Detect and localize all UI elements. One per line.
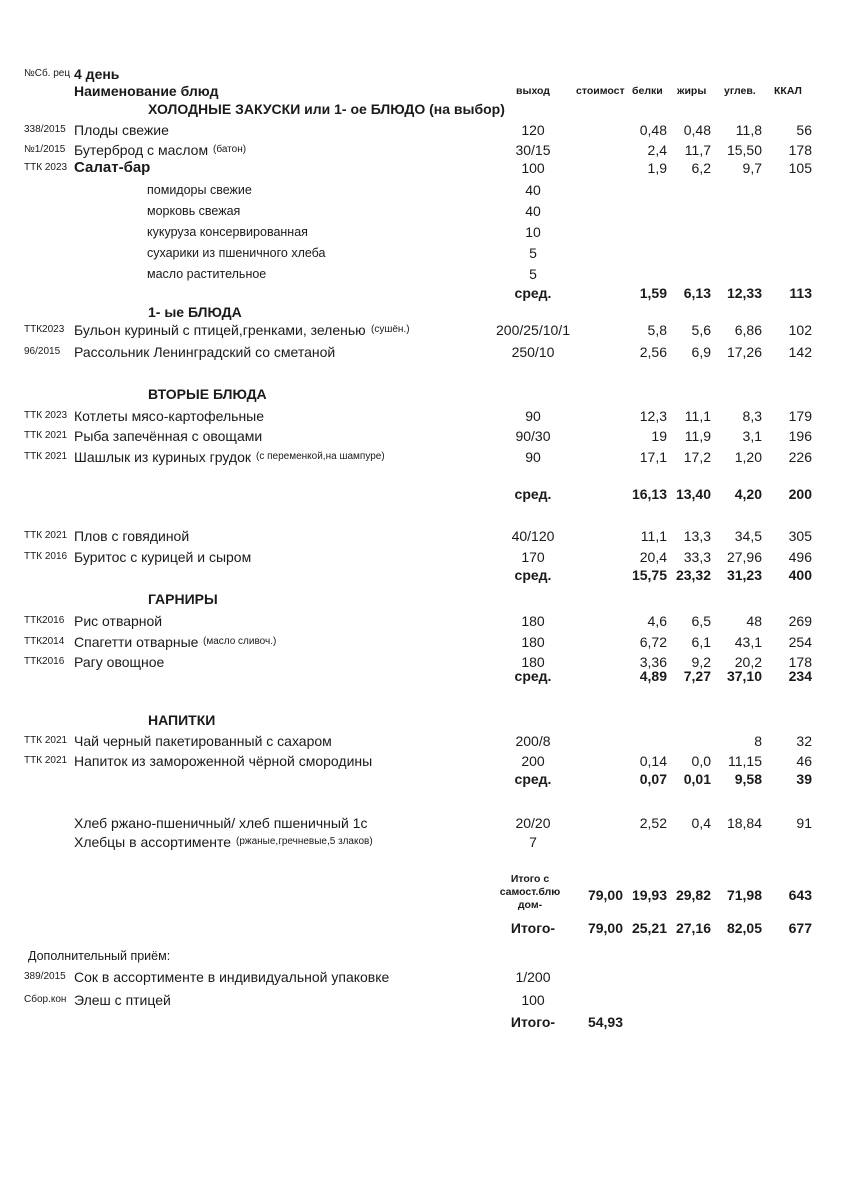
- name-column-header: Наименование блюд: [74, 83, 219, 99]
- recipe-code: 96/2015: [24, 346, 61, 357]
- portion-output: Итого-: [510, 920, 556, 936]
- recipe-code: №1/2015: [24, 144, 66, 155]
- protein-value: 16,13: [631, 486, 667, 502]
- section-heading: [0, 384, 849, 404]
- protein-value: 19: [651, 428, 667, 444]
- table-row: [0, 832, 849, 852]
- table-row: [0, 751, 849, 771]
- fat-value: 7,27: [683, 668, 711, 684]
- portion-output: 170: [521, 549, 545, 565]
- recipe-code: ТТК2023: [24, 324, 65, 335]
- carbs-value: 8: [754, 733, 762, 749]
- fat-value: 17,2: [683, 449, 711, 465]
- total-row: [0, 873, 849, 911]
- carbs-column-header: углев.: [724, 85, 756, 97]
- table-row: [0, 426, 849, 446]
- protein-value: 25,21: [631, 920, 667, 936]
- portion-output: 100: [521, 992, 545, 1008]
- carbs-value: 34,5: [734, 528, 762, 544]
- average-row: [0, 666, 849, 686]
- table-row: [0, 611, 849, 631]
- dish-name: Рис отварной: [74, 613, 163, 629]
- dish-name: Элеш с птицей: [74, 992, 171, 1008]
- average-row: [0, 565, 849, 585]
- total-row: [0, 1012, 849, 1032]
- kcal-value: 643: [788, 887, 812, 903]
- carbs-value: 37,10: [726, 668, 762, 684]
- portion-output: сред.: [514, 285, 552, 301]
- carbs-value: 48: [746, 613, 762, 629]
- kcal-value: 178: [788, 142, 812, 158]
- portion-output: 180: [521, 654, 545, 670]
- table-row: [0, 547, 849, 567]
- protein-value: 2,52: [639, 815, 667, 831]
- dish-name: кукуруза консервированная: [147, 225, 308, 239]
- dish-name: Хлебцы в ассортименте: [74, 834, 232, 850]
- carbs-value: 1,20: [734, 449, 762, 465]
- table-row: [0, 447, 849, 467]
- fat-value: 11,1: [684, 408, 711, 424]
- average-row: [0, 769, 849, 789]
- protein-value: 4,89: [639, 668, 667, 684]
- dish-name: Буритос с курицей и сыром: [74, 549, 252, 565]
- day-label: 4 день: [74, 66, 120, 82]
- carbs-value: 82,05: [726, 920, 762, 936]
- portion-output: 180: [521, 613, 545, 629]
- section-title: ГАРНИРЫ: [148, 591, 218, 607]
- section-heading: [0, 302, 849, 322]
- portion-output: сред.: [514, 486, 552, 502]
- kcal-value: 105: [788, 160, 812, 176]
- fat-value: 6,1: [691, 634, 711, 650]
- table-row: [0, 201, 849, 221]
- carbs-value: 4,20: [734, 486, 762, 502]
- kcal-value: 46: [796, 753, 812, 769]
- kcal-value: 400: [788, 567, 812, 583]
- table-row: [0, 731, 849, 751]
- carbs-value: 20,2: [734, 654, 762, 670]
- carbs-value: 43,1: [734, 634, 762, 650]
- fat-value: 11,9: [684, 428, 711, 444]
- portion-output: 200/25/10/1: [496, 322, 570, 338]
- carbs-value: 15,50: [726, 142, 762, 158]
- table-row: [0, 990, 849, 1010]
- carbs-value: 71,98: [726, 887, 762, 903]
- cost-value: 54,93: [587, 1014, 623, 1030]
- recipe-code: Сбор.кон: [24, 994, 67, 1005]
- cost-value: 79,00: [587, 920, 623, 936]
- protein-value: 6,72: [639, 634, 667, 650]
- protein-value: 1,9: [647, 160, 667, 176]
- fat-value: 0,0: [691, 753, 711, 769]
- section-heading: [0, 589, 849, 609]
- kcal-value: 305: [788, 528, 812, 544]
- carbs-value: 31,23: [726, 567, 762, 583]
- dish-name: Плов с говядиной: [74, 528, 190, 544]
- kcal-value: 254: [788, 634, 812, 650]
- table-row: [0, 526, 849, 546]
- protein-value: 19,93: [631, 887, 667, 903]
- portion-output: 90/30: [515, 428, 551, 444]
- table-row: [0, 120, 849, 140]
- kcal-value: 178: [788, 654, 812, 670]
- recipe-code: 389/2015: [24, 971, 66, 982]
- section-title: ВТОРЫЕ БЛЮДА: [148, 386, 267, 402]
- portion-output: 30/15: [515, 142, 551, 158]
- protein-value: 12,3: [639, 408, 667, 424]
- dish-name: помидоры свежие: [147, 183, 252, 197]
- portion-output: 90: [525, 449, 541, 465]
- fat-value: 13,40: [675, 486, 711, 502]
- recipe-code: ТТК2016: [24, 656, 65, 667]
- section-heading: [0, 710, 849, 730]
- protein-value: 2,4: [647, 142, 667, 158]
- kcal-value: 677: [788, 920, 812, 936]
- kcal-value: 113: [789, 285, 812, 301]
- carbs-value: 11,8: [735, 122, 762, 138]
- portion-output: Итого-: [510, 1014, 556, 1030]
- table-row: [0, 140, 849, 160]
- table-row: [0, 632, 849, 652]
- portion-output: 120: [521, 122, 545, 138]
- protein-value: 0,14: [639, 753, 667, 769]
- dish-name: Плоды свежие: [74, 122, 169, 138]
- portion-output: 90: [525, 408, 541, 424]
- fat-value: 23,32: [675, 567, 711, 583]
- dish-name: Сок в ассортименте в индивидуальной упаковке: [74, 969, 390, 985]
- dish-name: Напиток из замороженной чёрной смородины: [74, 753, 373, 769]
- recipe-code: ТТК 2021: [24, 735, 68, 746]
- carbs-value: 27,96: [726, 549, 762, 565]
- dish-note: (с переменкой,на шампуре): [256, 451, 385, 462]
- kcal-value: 234: [788, 668, 812, 684]
- fat-value: 33,3: [683, 549, 711, 565]
- recipe-code: 338/2015: [24, 124, 66, 135]
- dish-note: (ржаные,гречневые,5 злаков): [236, 836, 373, 847]
- kcal-value: 179: [788, 408, 812, 424]
- dish-name: Котлеты мясо-картофельные: [74, 408, 265, 424]
- kcal-value: 496: [788, 549, 812, 565]
- carbs-value: 17,26: [726, 344, 762, 360]
- dish-name: Шашлык из куриных грудок: [74, 449, 251, 465]
- protein-value: 3,36: [639, 654, 667, 670]
- kcal-value: 39: [796, 771, 812, 787]
- kcal-value: 226: [788, 449, 812, 465]
- table-row: [0, 180, 849, 200]
- fat-value: 6,9: [691, 344, 711, 360]
- dish-name: Бульон куриный с птицей,гренками, зеленью: [74, 322, 366, 338]
- protein-column-header: белки: [632, 85, 663, 97]
- fat-value: 6,2: [691, 160, 711, 176]
- average-row: [0, 283, 849, 303]
- portion-output: 5: [529, 245, 537, 261]
- table-row: [0, 406, 849, 426]
- recipe-code: ТТК 2021: [24, 530, 68, 541]
- recipe-code: ТТК 2021: [24, 430, 68, 441]
- portion-output: 40: [525, 203, 541, 219]
- dish-name: масло растительное: [147, 267, 267, 281]
- kcal-value: 269: [788, 613, 812, 629]
- protein-value: 4,6: [647, 613, 667, 629]
- carbs-value: 9,7: [742, 160, 762, 176]
- fat-value: 29,82: [675, 887, 711, 903]
- kcal-value: 142: [788, 344, 812, 360]
- kcal-value: 91: [796, 815, 812, 831]
- section-heading: [0, 99, 849, 119]
- fat-value: 5,6: [691, 322, 711, 338]
- kcal-value: 56: [796, 122, 812, 138]
- fat-value: 6,13: [683, 285, 711, 301]
- recipe-code: ТТК 2023: [24, 410, 68, 421]
- section-title: ХОЛОДНЫЕ ЗАКУСКИ или 1- ое БЛЮДО (на выбор): [148, 101, 505, 117]
- dish-name: Рыба запечённая с овощами: [74, 428, 263, 444]
- portion-output: 100: [521, 160, 545, 176]
- total-row: [0, 918, 849, 938]
- kcal-value: 200: [788, 486, 812, 502]
- cost-value: 79,00: [587, 887, 623, 903]
- table-row: [0, 967, 849, 987]
- portion-output: 10: [525, 224, 541, 240]
- portion-output: 7: [529, 834, 537, 850]
- protein-value: 0,48: [639, 122, 667, 138]
- portion-output: 180: [521, 634, 545, 650]
- protein-value: 1,59: [639, 285, 667, 301]
- recipe-code-label: №Сб. рец: [24, 68, 71, 79]
- section-title: НАПИТКИ: [148, 712, 216, 728]
- protein-value: 15,75: [631, 567, 667, 583]
- fat-value: 0,48: [683, 122, 711, 138]
- dish-name: Спагетти отварные: [74, 634, 199, 650]
- dish-name: Бутерброд с маслом: [74, 142, 209, 158]
- dish-name: Рассольник Ленинградский со сметаной: [74, 344, 336, 360]
- fat-value: 13,3: [683, 528, 711, 544]
- portion-output: Итого с самост.блю дом-: [499, 873, 561, 911]
- table-row: [0, 946, 849, 966]
- section-title: 1- ые БЛЮДА: [148, 304, 242, 320]
- table-row: [0, 243, 849, 263]
- kcal-value: 32: [796, 733, 812, 749]
- carbs-value: 6,86: [734, 322, 762, 338]
- recipe-code: ТТК 2023: [24, 162, 68, 173]
- dish-name: Салат-бар: [74, 159, 151, 176]
- portion-output: 5: [529, 266, 537, 282]
- protein-value: 5,8: [647, 322, 667, 338]
- dish-name: Хлеб ржано-пшеничный/ хлеб пшеничный 1с: [74, 815, 368, 831]
- carbs-value: 11,15: [728, 753, 762, 769]
- portion-output: 250/10: [511, 344, 555, 360]
- dish-name: сухарики из пшеничного хлеба: [147, 246, 326, 260]
- portion-output: 200: [521, 753, 545, 769]
- fat-value: 0,4: [691, 815, 711, 831]
- table-row: [0, 222, 849, 242]
- recipe-code: ТТК2016: [24, 615, 65, 626]
- recipe-code: ТТК2014: [24, 636, 65, 647]
- portion-output: 200/8: [515, 733, 551, 749]
- kcal-value: 102: [788, 322, 812, 338]
- table-row: [0, 158, 849, 178]
- out-column-header: выход: [516, 85, 550, 97]
- portion-output: сред.: [514, 668, 552, 684]
- dish-name: Чай черный пакетированный с сахаром: [74, 733, 332, 749]
- protein-value: 0,07: [639, 771, 667, 787]
- fat-value: 0,01: [683, 771, 711, 787]
- fat-value: 11,7: [684, 142, 711, 158]
- carbs-value: 12,33: [726, 285, 762, 301]
- table-row: [0, 264, 849, 284]
- dish-note: (масло сливоч.): [203, 636, 277, 647]
- protein-value: 20,4: [639, 549, 667, 565]
- column-header: [0, 81, 849, 101]
- cost-column-header: стоимост: [576, 85, 625, 97]
- table-row: [0, 813, 849, 833]
- table-row: [0, 320, 849, 340]
- carbs-value: 3,1: [742, 428, 762, 444]
- average-row: [0, 484, 849, 504]
- recipe-code: ТТК 2021: [24, 451, 68, 462]
- portion-output: 20/20: [515, 815, 551, 831]
- portion-output: сред.: [514, 771, 552, 787]
- protein-value: 17,1: [639, 449, 667, 465]
- dish-note: (батон): [213, 144, 247, 155]
- carbs-value: 18,84: [726, 815, 762, 831]
- dish-name: Дополнительный приём:: [28, 949, 171, 963]
- carbs-value: 8,3: [742, 408, 762, 424]
- protein-value: 2,56: [639, 344, 667, 360]
- portion-output: сред.: [514, 567, 552, 583]
- dish-name: морковь свежая: [147, 204, 241, 218]
- dish-note: (сушён.): [371, 324, 410, 335]
- dish-name: Рагу овощное: [74, 654, 165, 670]
- fat-value: 27,16: [675, 920, 711, 936]
- table-row: [0, 342, 849, 362]
- kcal-value: 196: [788, 428, 812, 444]
- recipe-code: ТТК 2021: [24, 755, 68, 766]
- carbs-value: 9,58: [734, 771, 762, 787]
- protein-value: 11,1: [640, 528, 667, 544]
- fat-value: 9,2: [691, 654, 711, 670]
- portion-output: 1/200: [515, 969, 551, 985]
- fat-column-header: жиры: [677, 85, 707, 97]
- kcal-column-header: ККАЛ: [774, 85, 802, 97]
- portion-output: 40/120: [511, 528, 555, 544]
- portion-output: 40: [525, 182, 541, 198]
- recipe-code: ТТК 2016: [24, 551, 68, 562]
- fat-value: 6,5: [691, 613, 711, 629]
